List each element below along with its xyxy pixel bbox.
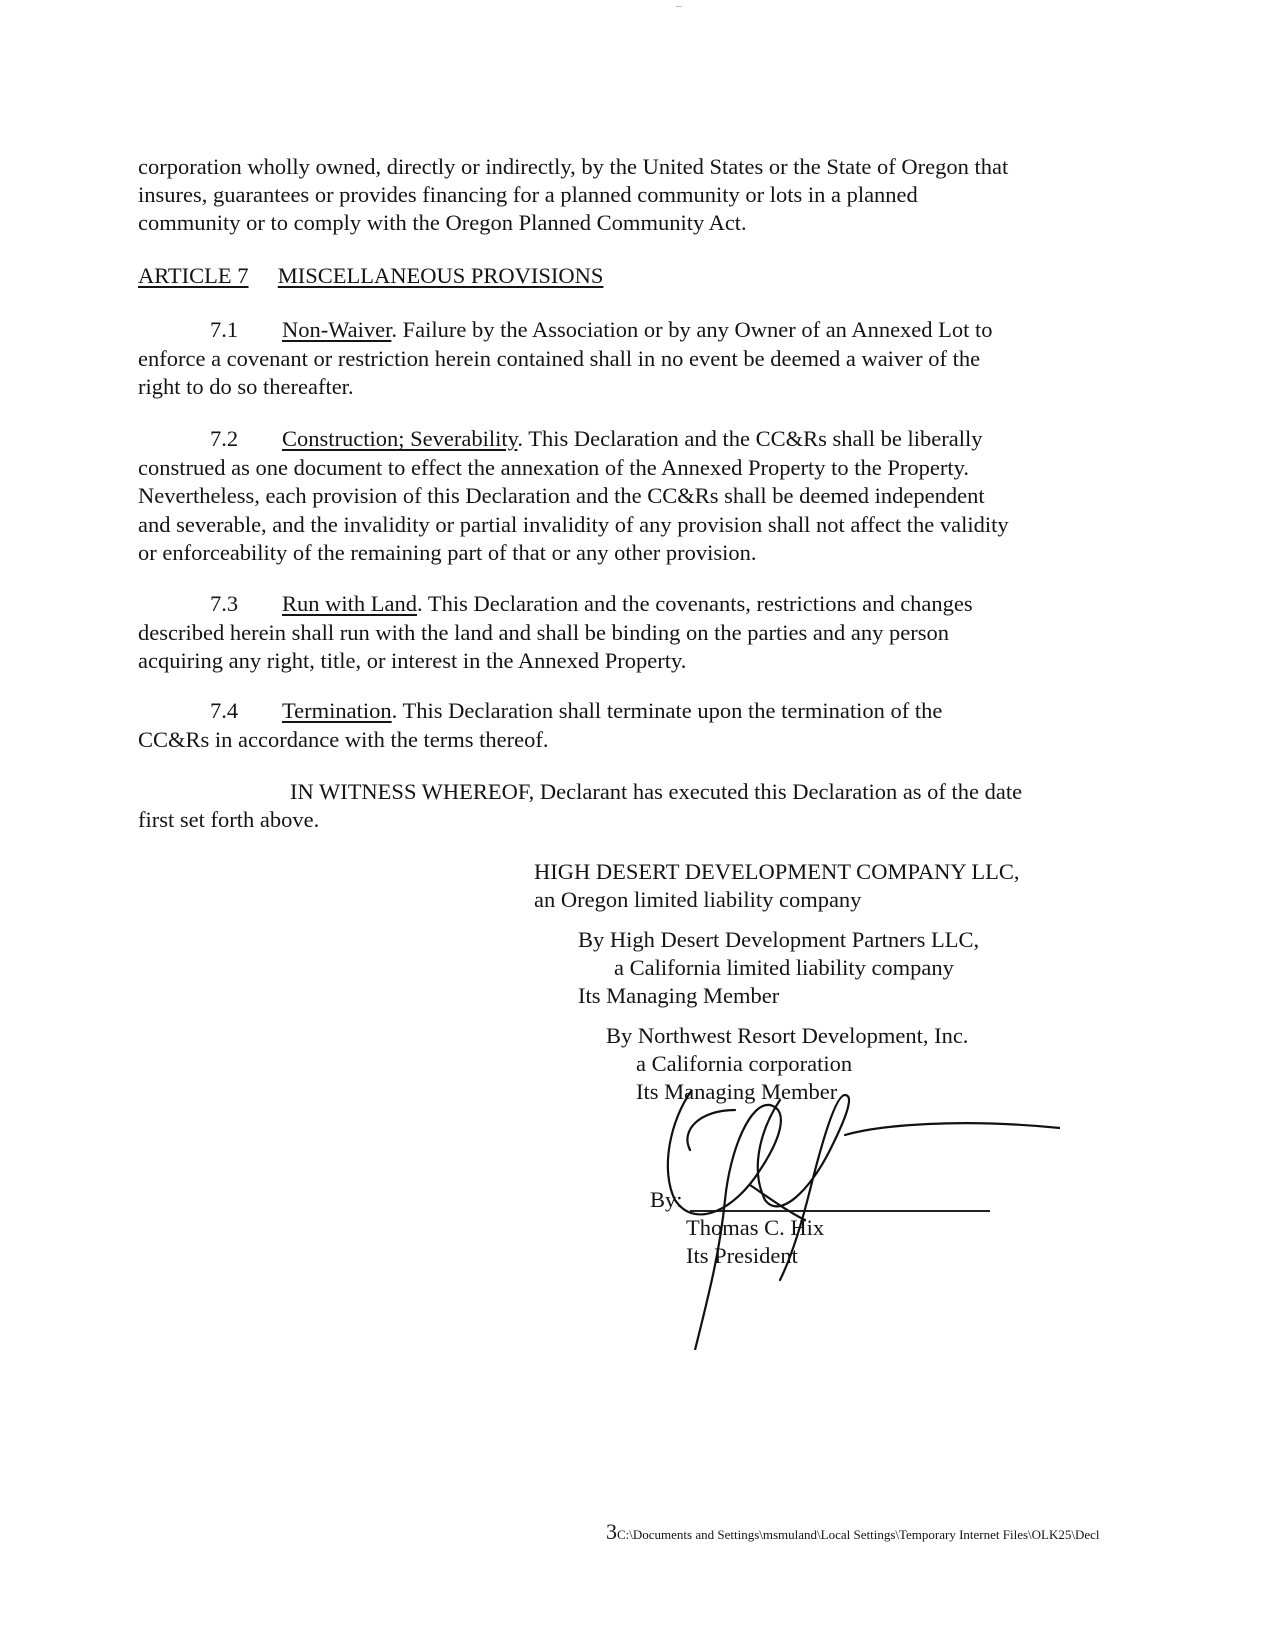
section-line: construed as one document to effect the annexation of the Annexed Property to the Property. <box>138 454 970 480</box>
article-number: ARTICLE 7 <box>138 263 249 288</box>
section-text: . This Declaration shall terminate upon the termination of the <box>391 698 943 723</box>
section-number: 7.2 <box>210 426 239 451</box>
company-description: an Oregon limited liability company <box>534 887 862 912</box>
witness-line-1: IN WITNESS WHEREOF, Declarant has executed this Declaration as of the date <box>290 779 1023 804</box>
company-name: HIGH DESERT DEVELOPMENT COMPANY LLC, <box>534 859 1020 884</box>
managing-member-2-role: Its Managing Member <box>636 1079 838 1104</box>
section-text: . This Declaration and the CC&Rs shall be liberally <box>517 426 983 451</box>
section-line: described herein shall run with the land and shall be binding on the parties and any person <box>138 619 950 645</box>
managing-member-1-by: By High Desert Development Partners LLC, <box>578 927 980 952</box>
section-7-4 <box>138 697 1118 754</box>
section-line: CC&Rs in accordance with the terms thereof. <box>138 726 549 752</box>
page-number: 3 <box>606 1519 617 1544</box>
file-path: C:\Documents and Settings\msmuland\Local Settings\Temporary Internet Files\OLK25\Decl <box>617 1527 1100 1542</box>
section-7-2 <box>138 425 1118 568</box>
section-7-3 <box>138 590 1118 676</box>
section-line: and severable, and the invalidity or partial invalidity of any provision shall not affect the validity <box>138 511 1009 537</box>
managing-member-1-role: Its Managing Member <box>578 983 780 1008</box>
managing-member-2-description: a California corporation <box>636 1051 853 1076</box>
section-number: 7.1 <box>210 317 239 342</box>
page-footer <box>606 1519 1100 1545</box>
managing-member-2-by: By Northwest Resort Development, Inc. <box>606 1023 969 1048</box>
signer-name: Thomas C. Hix <box>686 1215 825 1240</box>
section-line: Nevertheless, each provision of this Declaration and the CC&Rs shall be deemed independent <box>138 483 985 508</box>
witness-line-2: first set forth above. <box>138 807 320 832</box>
section-line: or enforceability of the remaining part of that or any other provision. <box>138 540 757 565</box>
section-text: . This Declaration and the covenants, restrictions and changes <box>417 591 973 616</box>
section-number: 7.4 <box>210 698 239 723</box>
section-line: enforce a covenant or restriction herein contained shall in no event be deemed a waiver of the <box>138 345 981 371</box>
section-line: acquiring any right, title, or interest in the Annexed Property. <box>138 648 687 673</box>
intro-line-1: corporation wholly owned, directly or indirectly, by the United States or the State of Oregon that <box>138 154 1009 179</box>
section-heading: Termination <box>282 698 392 723</box>
article-heading <box>138 262 603 291</box>
scan-mark <box>676 6 682 7</box>
section-heading: Run with Land <box>282 591 417 616</box>
signer-title: Its President <box>686 1243 798 1268</box>
section-heading: Construction; Severability <box>282 426 518 451</box>
signature-line <box>690 1210 990 1212</box>
intro-line-3: community or to comply with the Oregon Planned Community Act. <box>138 210 747 235</box>
article-title: MISCELLANEOUS PROVISIONS <box>277 263 604 288</box>
section-7-1 <box>138 316 1118 402</box>
managing-member-1-description: a California limited liability company <box>614 955 954 980</box>
section-line: right to do so thereafter. <box>138 374 354 399</box>
section-text: . Failure by the Association or by any Owner of an Annexed Lot to <box>391 317 993 342</box>
section-heading: Non-Waiver <box>282 317 392 342</box>
section-number: 7.3 <box>210 591 239 616</box>
by-label: By: <box>650 1187 683 1212</box>
intro-line-2: insures, guarantees or provides financing for a planned community or lots in a planned <box>138 182 918 207</box>
